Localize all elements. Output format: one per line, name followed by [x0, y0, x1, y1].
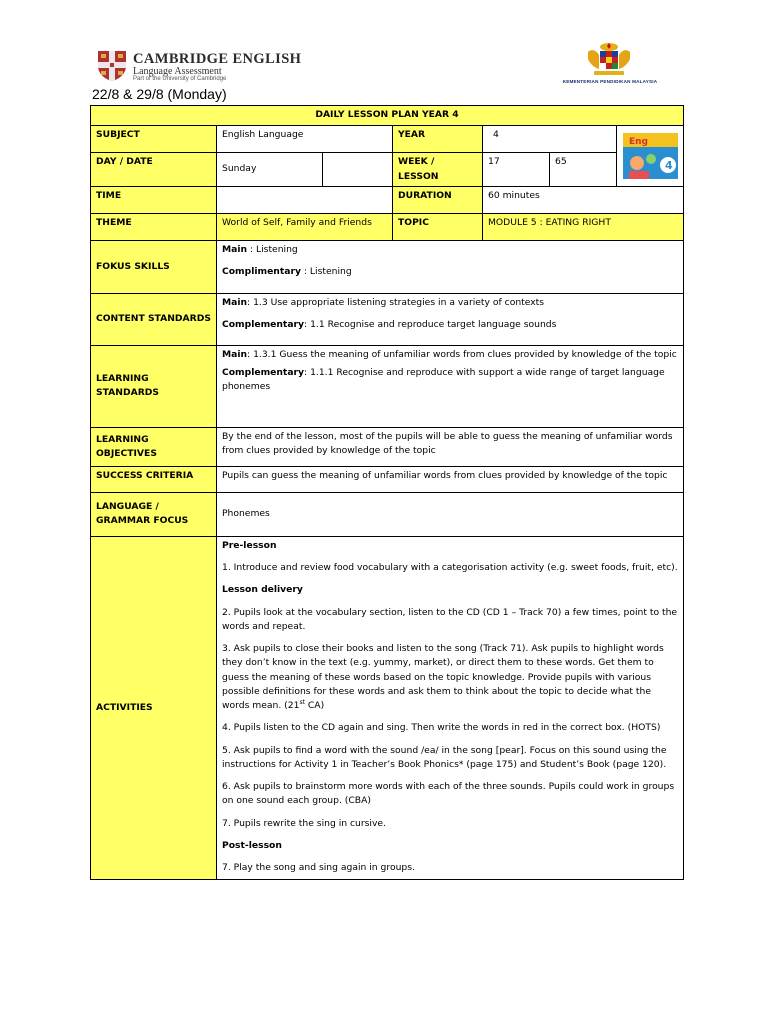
week-label: WEEK / LESSON [393, 153, 483, 187]
duration-label: DURATION [393, 186, 483, 213]
activity-4: 4. Pupils listen to the CD again and sing. Then write the words in red in the correct box. (HOTS) [222, 722, 661, 734]
time-value [217, 186, 393, 213]
fokus-comp-text: : Listening [300, 266, 352, 277]
activity-1: 1. Introduce and review food vocabulary with a categorisation activity (e.g. sweet foods, fruit, etc). [222, 562, 678, 573]
subject-label: SUBJECT [91, 126, 217, 153]
time-label: TIME [91, 186, 217, 213]
success-row [91, 466, 684, 492]
language-label: LANGUAGE / GRAMMAR FOCUS [91, 492, 217, 536]
cambridge-part: Part of the University of Cambridge [133, 76, 227, 82]
theme-row [91, 213, 684, 240]
learning-main-key: Main [222, 348, 248, 360]
activities-row [91, 536, 684, 880]
malaysia-crest-icon [582, 42, 636, 78]
post-lesson-heading: Post-lesson [222, 839, 282, 851]
book-cover-cell [617, 126, 684, 187]
learning-standards-value [217, 345, 684, 427]
activity-8: 7. Play the song and sing again in groups. [222, 862, 415, 873]
theme-label: THEME [91, 213, 217, 240]
activity-6: 6. Ask pupils to brainstorm more words with each of the three sounds. Pupils could work in groups on one sound each group. (CBA) [222, 781, 675, 807]
objectives-value: By the end of the lesson, most of the pupils will be able to guess the meaning of unfamiliar words from clues provided by knowledge of the topic [217, 427, 684, 466]
day-value: Sunday [217, 153, 323, 187]
success-label: SUCCESS CRITERIA [91, 466, 217, 492]
fokus-label: FOKUS SKILLS [91, 240, 217, 293]
topic-label: TOPIC [393, 213, 483, 240]
content-row [91, 293, 684, 345]
lesson-value: 65 [550, 153, 617, 187]
cambridge-title: CAMBRIDGE ENGLISH [133, 51, 302, 67]
topic-value: MODULE 5 : EATING RIGHT [483, 213, 684, 240]
svg-text:Eng: Eng [628, 137, 648, 147]
textbook-cover-image [623, 133, 678, 179]
pre-lesson-heading: Pre-lesson [222, 539, 277, 551]
content-label: CONTENT STANDARDS [91, 293, 217, 345]
learning-comp-text: : 1.1.1 Recognise and reproduce with support a wide range of target language phonemes [222, 367, 665, 393]
fokus-value [217, 240, 684, 293]
learning-main-text: : 1.3.1 Guess the meaning of unfamiliar words from clues provided by knowledge of the topic [247, 348, 677, 360]
fokus-row [91, 240, 684, 293]
fokus-comp-key: Complimentary [222, 266, 301, 277]
lesson-delivery-heading: Lesson delivery [222, 584, 303, 596]
ministry-name: KEMENTERIAN PENDIDIKAN MALAYSIA [562, 79, 658, 84]
activity-3-superscript: st [299, 698, 305, 706]
fokus-main-text: : Listening [247, 243, 298, 255]
ministry-logo [545, 42, 675, 88]
success-value: Pupils can guess the meaning of unfamiliar words from clues provided by knowledge of the topic [217, 466, 684, 492]
year-value: 4 [483, 126, 617, 153]
learning-standards-label: LEARNING STANDARDS [91, 345, 217, 427]
content-value [217, 293, 684, 345]
cambridge-english-logo [97, 50, 327, 84]
learning-comp-key: Complementary [222, 367, 305, 378]
activity-3 [222, 642, 678, 713]
language-row [91, 492, 684, 536]
activity-7: 7. Pupils rewrite the sing in cursive. [222, 817, 386, 829]
language-value: Phonemes [217, 492, 684, 536]
title-row [91, 106, 684, 126]
activity-5: 5. Ask pupils to find a word with the sound /ea/ in the song [pear]. Focus on this sound using the instructions for Activity 1 in Teacher’s Book Phonics* (page 175) and Student’s Book (page 120). [222, 744, 667, 770]
cambridge-subtitle: Language Assessment [133, 66, 222, 77]
fokus-main-key: Main [222, 243, 248, 255]
content-main-key: Main [222, 296, 248, 308]
activity-3-text: 3. Ask pupils to close their books and listen to the song (Track 71). Ask pupils to highlight words they don’t know in the text (e.g. yummy, market), or direct them to these words. Get them to guess the meaning of these words based on the topic knowledge. Provide pupils with various possible definitions for these words and ask them to think about the topic to decide what the words mean. (21 [222, 643, 664, 711]
activity-3-end: CA) [304, 700, 325, 711]
date-line: 22/8 & 29/8 (Monday) [92, 86, 227, 102]
activities-value [217, 536, 684, 880]
time-row [91, 186, 684, 213]
cambridge-shield-icon [97, 50, 127, 82]
theme-value: World of Self, Family and Friends [217, 213, 393, 240]
day-extra-cell [323, 153, 393, 187]
year-label: YEAR [393, 126, 483, 153]
content-main-text: : 1.3 Use appropriate listening strategies in a variety of contexts [247, 296, 545, 308]
week-value: 17 [483, 153, 550, 187]
learning-standards-row [91, 345, 684, 427]
content-comp-text: : 1.1 Recognise and reproduce target language sounds [304, 319, 557, 330]
content-comp-key: Complementary [222, 319, 305, 330]
subject-row [91, 126, 684, 153]
day-label: DAY / DATE [91, 153, 217, 187]
svg-text:4: 4 [664, 159, 673, 172]
lesson-plan-table [90, 105, 684, 880]
duration-value: 60 minutes [483, 186, 684, 213]
activities-label: ACTIVITIES [91, 536, 217, 880]
subject-value: English Language [217, 126, 393, 153]
plan-title: DAILY LESSON PLAN YEAR 4 [91, 106, 684, 126]
objectives-row [91, 427, 684, 466]
activity-2: 2. Pupils look at the vocabulary section, listen to the CD (CD 1 – Track 70) a few times, point to the words and repeat. [222, 606, 678, 632]
day-row [91, 153, 684, 187]
objectives-label: LEARNING OBJECTIVES [91, 427, 217, 466]
